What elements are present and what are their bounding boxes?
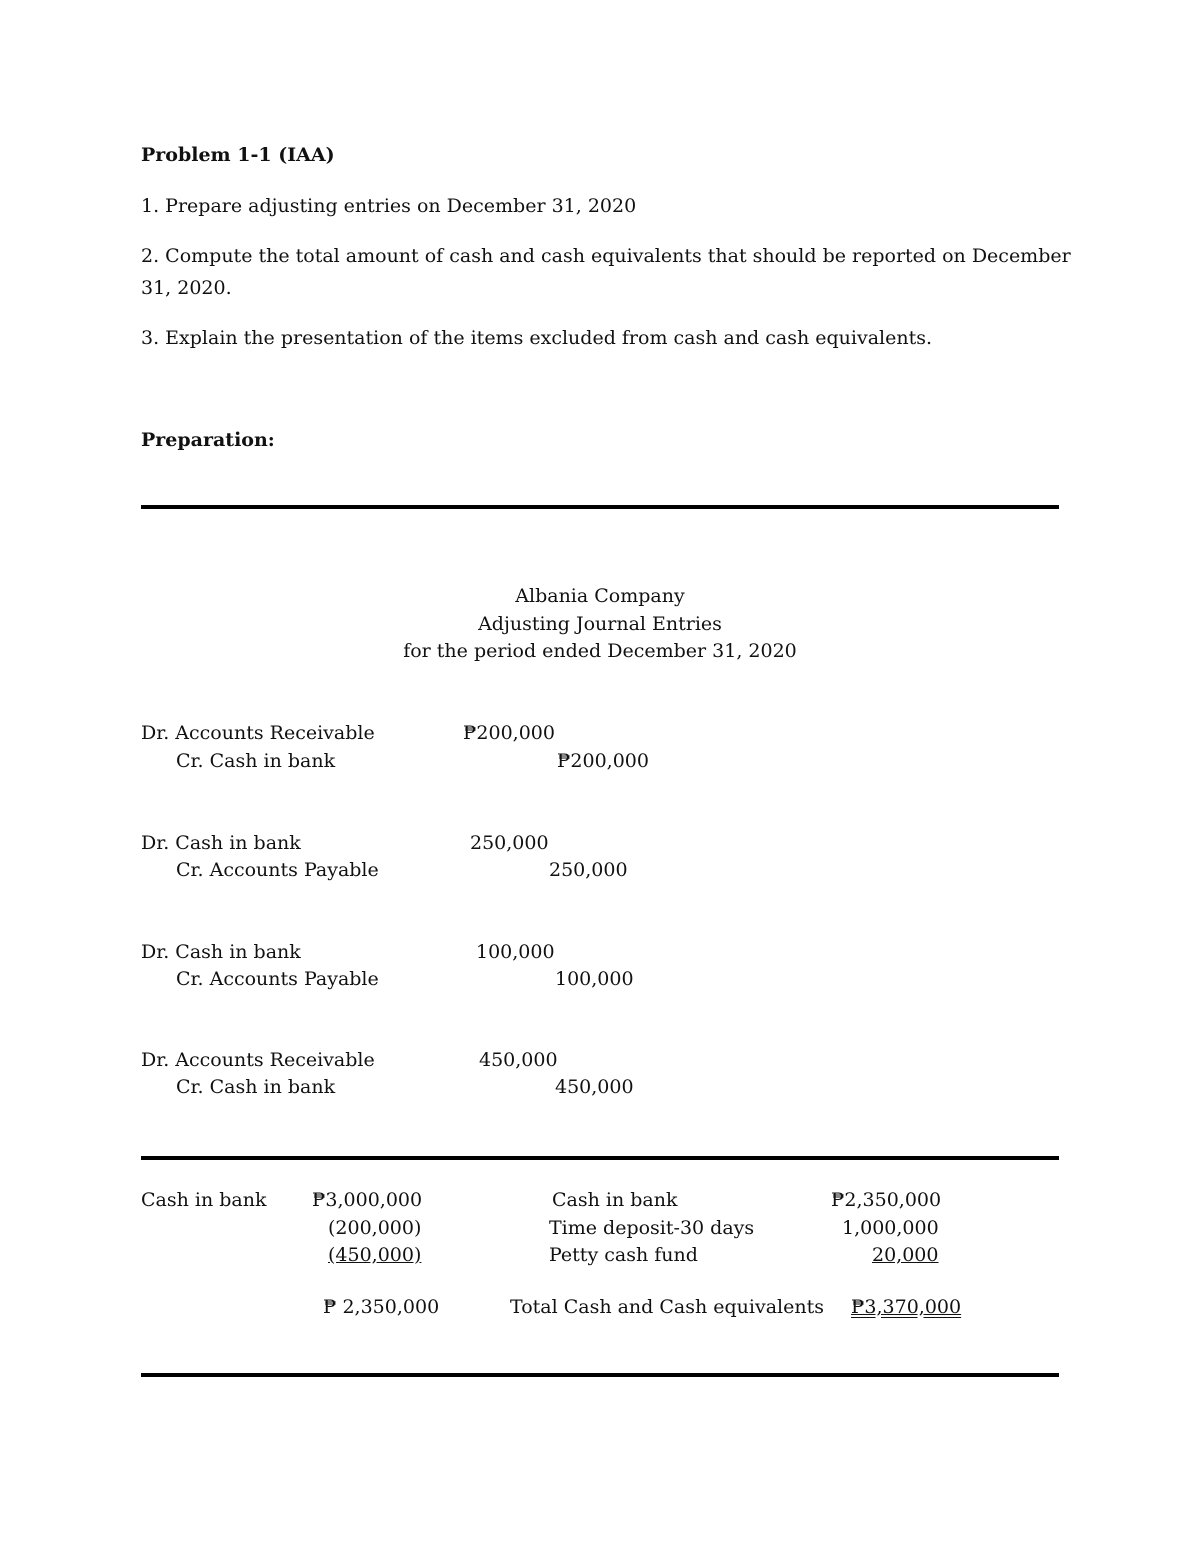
summary-row-2-label: Time deposit-30 days (549, 1217, 755, 1239)
entry-1-dr-account: Dr. Accounts Receivable (141, 722, 375, 744)
entry-4-cr-amount: 450,000 (555, 1076, 634, 1098)
summary-row-3-amount: 20,000 (872, 1244, 939, 1266)
cash-computation-label: Cash in bank (141, 1189, 267, 1211)
entry-2-dr-account: Dr. Cash in bank (141, 832, 301, 854)
entry-4-dr-amount: 450,000 (479, 1049, 558, 1071)
entry-3-dr-account: Dr. Cash in bank (141, 941, 301, 963)
entry-3-dr-amount: 100,000 (476, 941, 555, 963)
problem-item-3: 3. Explain the presentation of the items excluded from cash and cash equivalents. (141, 327, 933, 349)
cash-computation-amount-3: (450,000) (328, 1244, 422, 1266)
summary-total-label: Total Cash and Cash equivalents (510, 1296, 824, 1318)
divider-middle (141, 1156, 1059, 1160)
summary-row-3-label: Petty cash fund (549, 1244, 698, 1266)
divider-top (141, 505, 1059, 509)
problem-title: Problem 1-1 (IAA) (141, 144, 335, 166)
entry-2-cr-account: Cr. Accounts Payable (176, 859, 379, 881)
divider-bottom (141, 1373, 1059, 1377)
statement-period: for the period ended December 31, 2020 (403, 640, 797, 662)
entry-3-cr-account: Cr. Accounts Payable (176, 968, 379, 990)
problem-item-2: 2. Compute the total amount of cash and cash equivalents that should be reported on December (141, 245, 1071, 267)
cash-computation-amount-1: ₱3,000,000 (312, 1189, 423, 1211)
problem-item-2-continued: 31, 2020. (141, 277, 232, 299)
entry-2-dr-amount: 250,000 (470, 832, 549, 854)
entry-1-cr-amount: ₱200,000 (557, 750, 649, 772)
cash-computation-amount-2: (200,000) (328, 1217, 422, 1239)
company-name: Albania Company (515, 585, 685, 607)
summary-row-2-amount: 1,000,000 (842, 1217, 939, 1239)
entry-2-cr-amount: 250,000 (549, 859, 628, 881)
entry-4-dr-account: Dr. Accounts Receivable (141, 1049, 375, 1071)
entry-4-cr-account: Cr. Cash in bank (176, 1076, 336, 1098)
cash-computation-total: ₱ 2,350,000 (323, 1296, 440, 1318)
summary-total-amount: ₱3,370,000 (851, 1296, 962, 1318)
summary-row-1-label: Cash in bank (552, 1189, 678, 1211)
entry-1-dr-amount: ₱200,000 (463, 722, 555, 744)
statement-title: Adjusting Journal Entries (478, 613, 722, 635)
problem-item-1: 1. Prepare adjusting entries on December 31, 2020 (141, 195, 637, 217)
entry-3-cr-amount: 100,000 (555, 968, 634, 990)
summary-row-1-amount: ₱2,350,000 (831, 1189, 942, 1211)
entry-1-cr-account: Cr. Cash in bank (176, 750, 336, 772)
preparation-label: Preparation: (141, 429, 275, 451)
